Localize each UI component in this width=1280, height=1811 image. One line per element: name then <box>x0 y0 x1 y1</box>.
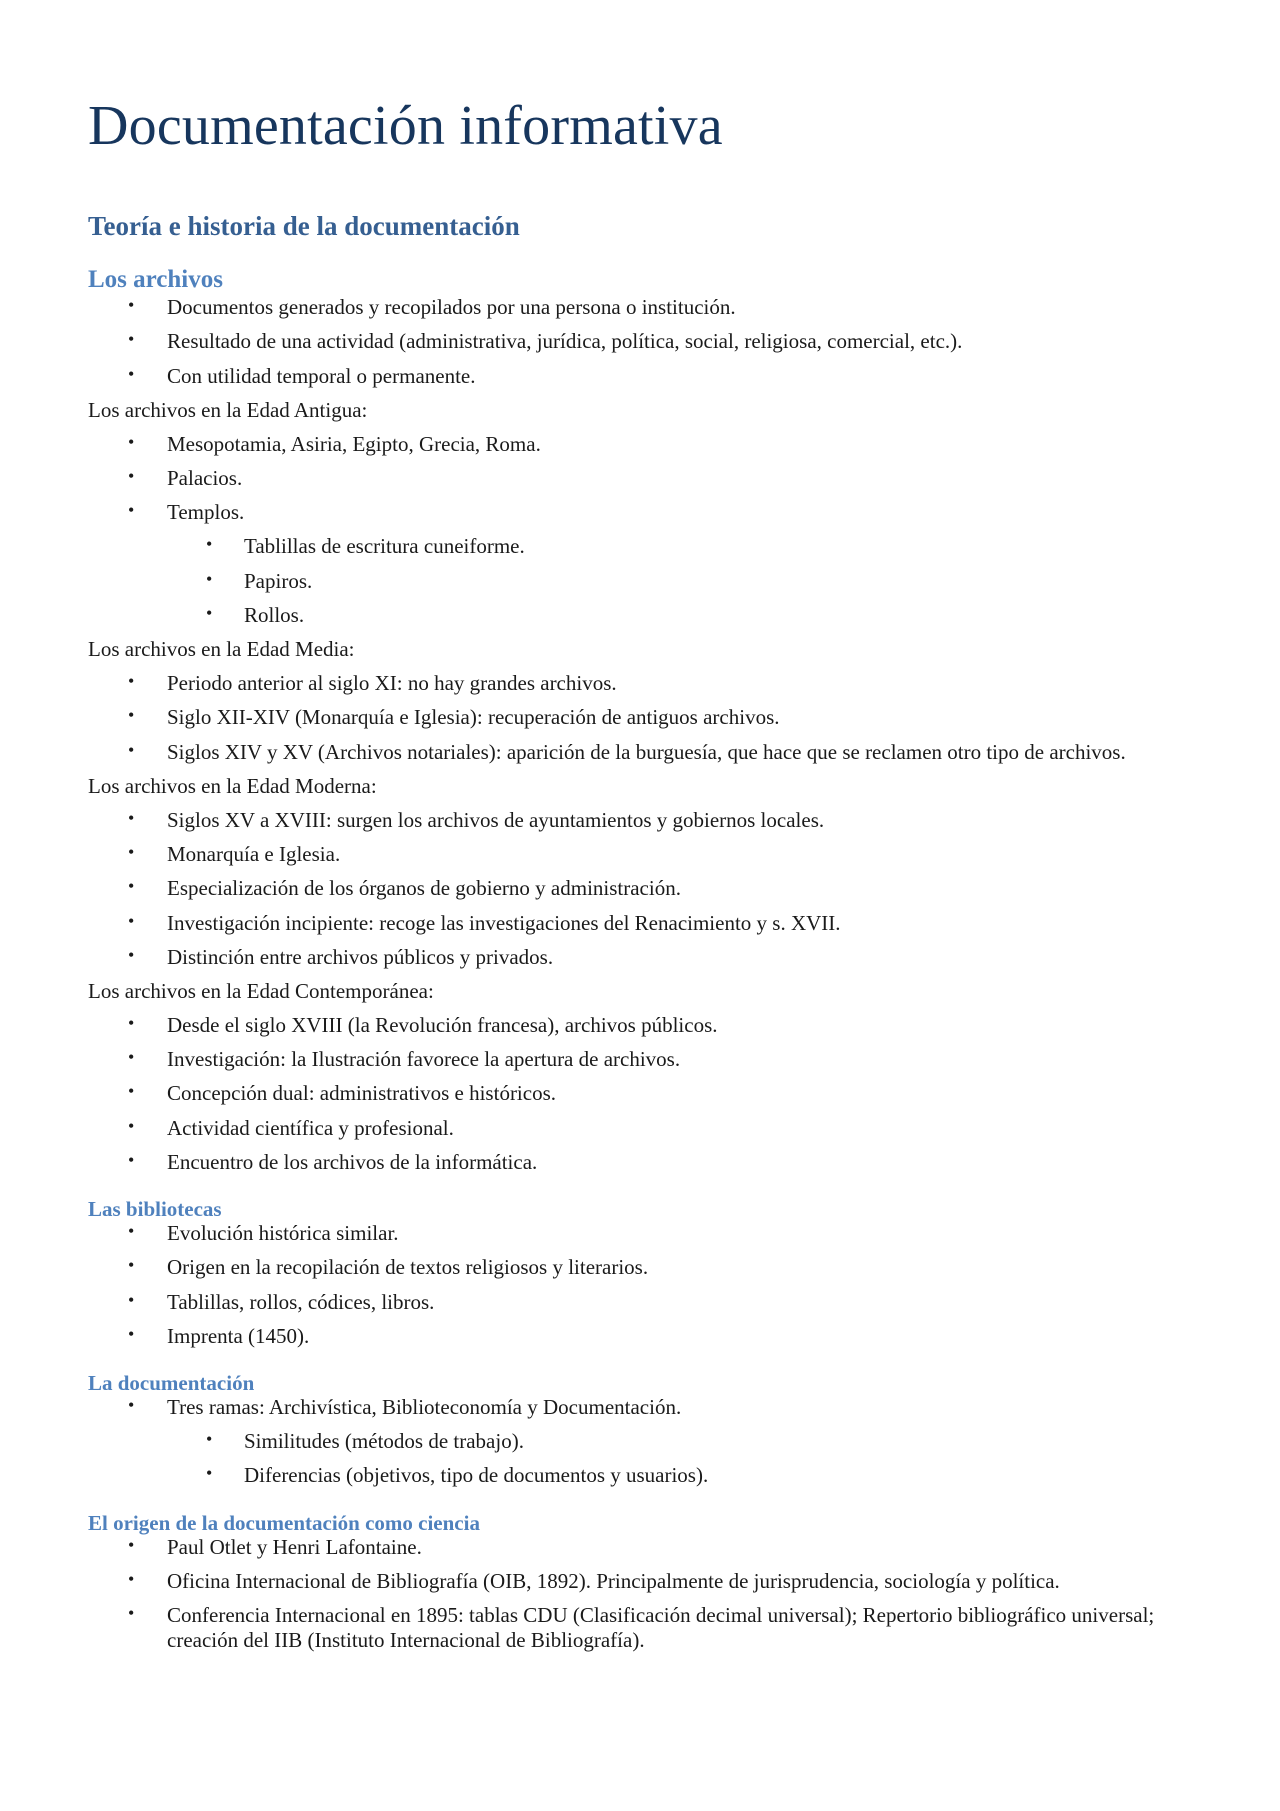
list-item: • Similitudes (métodos de trabajo). <box>206 1429 524 1454</box>
list-item: • Oficina Internacional de Bibliografía (OIB, 1892). Principalmente de jurisprudencia, sociología y política. <box>128 1568 1060 1593</box>
bullet-icon: • <box>128 1395 135 1416</box>
archivos-heading: Los archivos <box>88 266 223 294</box>
archivos-intro-list <box>88 295 1192 389</box>
bullet-icon: • <box>128 1289 135 1310</box>
list-item: • Desde el siglo XVIII (la Revolución francesa), archivos públicos. <box>128 1013 718 1038</box>
list-item: • Investigación: la Ilustración favorece la apertura de archivos. <box>128 1047 681 1072</box>
list-item: • Siglos XV a XVIII: surgen los archivos de ayuntamientos y gobiernos locales. <box>128 807 825 832</box>
bullet-icon: • <box>128 1221 135 1242</box>
edad-antigua-label: Los archivos en la Edad Antigua: <box>88 397 368 422</box>
bullet-icon: • <box>128 876 135 897</box>
bullet-icon: • <box>206 568 213 589</box>
list-item: • Monarquía e Iglesia. <box>128 842 341 867</box>
list-item: • Tablillas, rollos, códices, libros. <box>128 1289 435 1314</box>
bullet-icon: • <box>128 944 135 965</box>
edad-media-label: Los archivos en la Edad Media: <box>88 637 355 662</box>
bullet-icon: • <box>206 1429 213 1450</box>
list-item: • Encuentro de los archivos de la informática. <box>128 1149 538 1174</box>
list-item: • Origen en la recopilación de textos religiosos y literarios. <box>128 1255 649 1280</box>
bullet-icon: • <box>128 1603 135 1624</box>
bullet-icon: • <box>128 1323 135 1344</box>
bullet-icon: • <box>128 431 135 452</box>
bullet-icon: • <box>128 466 135 487</box>
bullet-icon: • <box>128 671 135 692</box>
documentacion-sublist <box>88 1429 1192 1488</box>
edad-antigua-list <box>88 432 1192 526</box>
list-item: • Templos. <box>128 500 245 525</box>
list-item: • Concepción dual: administrativos e históricos. <box>128 1081 557 1106</box>
documentacion-list <box>88 1395 1192 1420</box>
edad-antigua-sublist <box>88 534 1192 628</box>
edad-moderna-label: Los archivos en la Edad Moderna: <box>88 773 377 798</box>
list-item: • Papiros. <box>206 568 313 593</box>
origen-heading: El origen de la documentación como ciencia <box>88 1510 480 1535</box>
list-item: • Siglo XII-XIV (Monarquía e Iglesia): recuperación de antiguos archivos. <box>128 705 780 730</box>
origen-list <box>88 1535 1192 1654</box>
list-item: • Palacios. <box>128 466 243 491</box>
list-item: • Evolución histórica similar. <box>128 1221 399 1246</box>
list-item: • Periodo anterior al siglo XI: no hay grandes archivos. <box>128 671 617 696</box>
bullet-icon: • <box>128 295 135 316</box>
list-item: • Rollos. <box>206 602 305 627</box>
list-item: • Tablillas de escritura cuneiforme. <box>206 534 525 559</box>
bullet-icon: • <box>206 602 213 623</box>
list-item: • Actividad científica y profesional. <box>128 1115 454 1140</box>
bullet-icon: • <box>128 1047 135 1068</box>
list-item: • Tres ramas: Archivística, Biblioteconomía y Documentación. <box>128 1395 682 1420</box>
bullet-icon: • <box>128 705 135 726</box>
bullet-icon: • <box>206 534 213 555</box>
edad-media-list <box>88 671 1192 765</box>
list-item: • Investigación incipiente: recoge las investigaciones del Renacimiento y s. XVII. <box>128 910 841 935</box>
bullet-icon: • <box>206 1463 213 1484</box>
list-item: • Conferencia Internacional en 1895: tablas CDU (Clasificación decimal universal); Repertorio bibliográfico universal; creación del IIB (Instituto Internacional de Bibliografía). <box>128 1603 1155 1653</box>
bullet-icon: • <box>128 500 135 521</box>
bullet-icon: • <box>128 1568 135 1589</box>
bullet-icon: • <box>128 363 135 384</box>
bullet-icon: • <box>128 1081 135 1102</box>
list-item: • Siglos XIV y XV (Archivos notariales): aparición de la burguesía, que hace que se reclamen otro tipo de archivos. <box>128 739 1126 764</box>
bibliotecas-heading: Las bibliotecas <box>88 1197 222 1222</box>
list-item: • Mesopotamia, Asiria, Egipto, Grecia, Roma. <box>128 431 541 456</box>
bullet-icon: • <box>128 842 135 863</box>
list-item: • Especialización de los órganos de gobierno y administración. <box>128 876 681 901</box>
list-item: • Resultado de una actividad (administrativa, jurídica, política, social, religiosa, comercial, etc.). <box>128 329 963 354</box>
documentacion-heading: La documentación <box>88 1370 255 1395</box>
list-item: • Con utilidad temporal o permanente. <box>128 363 476 388</box>
bullet-icon: • <box>128 1534 135 1555</box>
list-item: • Imprenta (1450). <box>128 1323 310 1348</box>
bullet-icon: • <box>128 1149 135 1170</box>
edad-moderna-list <box>88 808 1192 970</box>
bullet-icon: • <box>128 910 135 931</box>
bibliotecas-list <box>88 1221 1192 1349</box>
edad-contemporanea-label: Los archivos en la Edad Contemporánea: <box>88 978 434 1003</box>
bullet-icon: • <box>128 1115 135 1136</box>
list-item: • Diferencias (objetivos, tipo de documentos y usuarios). <box>206 1463 709 1488</box>
list-item: • Distinción entre archivos públicos y privados. <box>128 944 554 969</box>
bullet-icon: • <box>128 1255 135 1276</box>
bullet-icon: • <box>128 1013 135 1034</box>
bullet-icon: • <box>128 329 135 350</box>
section-heading: Teoría e historia de la documentación <box>88 211 520 241</box>
list-item: • Paul Otlet y Henri Lafontaine. <box>128 1534 422 1559</box>
document-title: Documentación informativa <box>88 95 723 157</box>
edad-contemporanea-list <box>88 1013 1192 1175</box>
bullet-icon: • <box>128 807 135 828</box>
list-item: • Documentos generados y recopilados por una persona o institución. <box>128 295 736 320</box>
bullet-icon: • <box>128 739 135 760</box>
